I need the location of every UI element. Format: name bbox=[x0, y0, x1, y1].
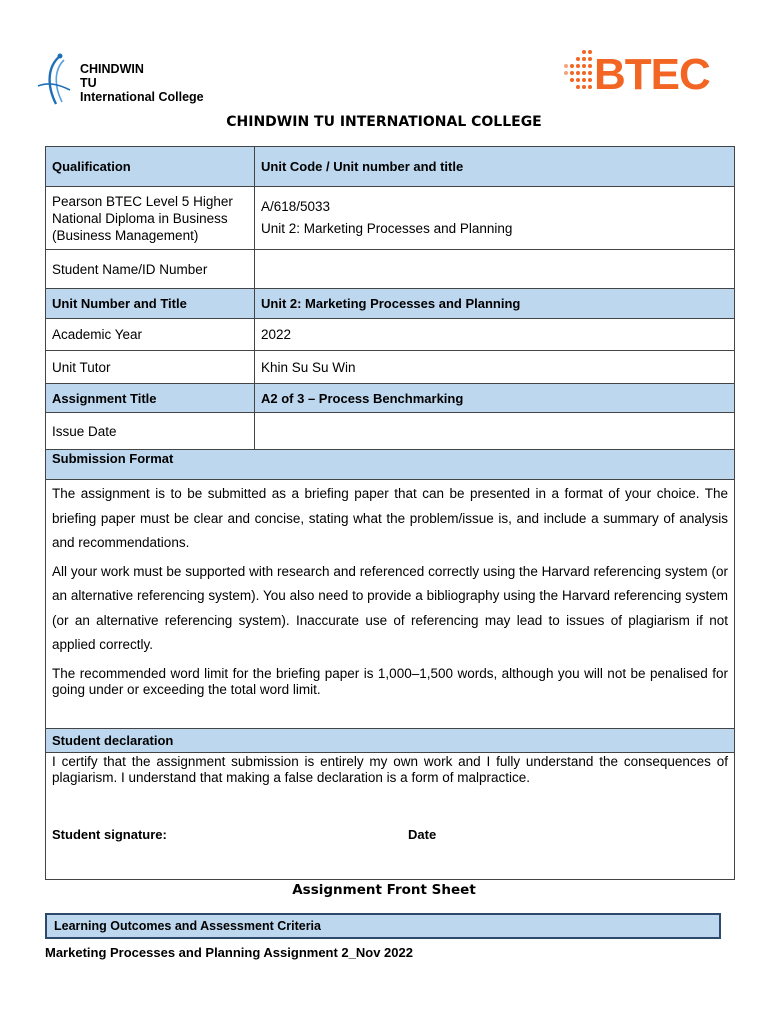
btec-logo bbox=[560, 46, 740, 106]
declaration-label: Student declaration bbox=[46, 729, 735, 753]
table-row bbox=[46, 384, 735, 413]
document-footer: Marketing Processes and Planning Assignment 2_Nov 2022 bbox=[45, 945, 413, 960]
table-row bbox=[46, 480, 735, 729]
issue-date-label: Issue Date bbox=[46, 413, 255, 450]
submission-paragraph-1: The assignment is to be submitted as a briefing paper that can be presented in a format of your choice. The briefing paper must be clear and concise, stating what the problem/issue is, and include a summary of analysis and recommendations. bbox=[52, 486, 728, 550]
table-row bbox=[46, 729, 735, 753]
table-row bbox=[46, 147, 735, 187]
table-row bbox=[46, 753, 735, 880]
college-title: CHINDWIN TU INTERNATIONAL COLLEGE bbox=[226, 114, 542, 130]
submission-paragraph-3: The recommended word limit for the briefing paper is 1,000–1,500 words, although you will not be penalised for going under or exceeding the total word limit. bbox=[52, 665, 728, 697]
logo-line-1: CHINDWIN bbox=[80, 62, 144, 76]
assignment-table bbox=[45, 146, 735, 880]
table-row bbox=[46, 250, 735, 289]
declaration-body bbox=[46, 753, 735, 880]
unit-code-label: Unit Code / Unit number and title bbox=[255, 147, 735, 187]
unit-number-value: Unit 2: Marketing Processes and Planning bbox=[255, 289, 735, 319]
logo-line-2: TU bbox=[80, 76, 97, 90]
btec-wordmark: BTEC bbox=[594, 50, 710, 99]
logo-line-3: International College bbox=[80, 90, 204, 104]
table-row bbox=[46, 319, 735, 351]
table-row bbox=[46, 351, 735, 384]
unit-number-label: Unit Number and Title bbox=[46, 289, 255, 319]
table-row bbox=[46, 187, 735, 250]
college-logo bbox=[36, 52, 216, 114]
submission-format-body bbox=[46, 480, 735, 729]
front-sheet-title: Assignment Front Sheet bbox=[292, 882, 476, 898]
unit-code-value: A/618/5033 bbox=[261, 199, 331, 214]
issue-date-value[interactable] bbox=[255, 413, 735, 450]
date-label: Date bbox=[408, 827, 437, 842]
declaration-text: I certify that the assignment submission is entirely my own work and I fully understand the consequences of plagiarism. I understand that making a false declaration is a form of malpractice. bbox=[52, 754, 728, 785]
student-label: Student Name/ID Number bbox=[46, 250, 255, 289]
unit-title-value: Unit 2: Marketing Processes and Planning bbox=[261, 221, 513, 236]
submission-paragraph-2: All your work must be supported with research and referenced correctly using the Harvard referencing system (or an alternative referencing system). You also need to provide a bibliography using the Harvard referencing system (or an alternative referencing system). Inaccurate use of referencing may lead to issues of plagiarism if not applied correctly. bbox=[52, 563, 728, 652]
submission-format-label: Submission Format bbox=[46, 450, 735, 480]
tutor-label: Unit Tutor bbox=[46, 351, 255, 384]
table-row bbox=[46, 289, 735, 319]
college-emblem-icon bbox=[36, 52, 80, 114]
table-row bbox=[46, 450, 735, 480]
unit-code-cell bbox=[255, 187, 735, 250]
assignment-title-label: Assignment Title bbox=[46, 384, 255, 413]
assignment-title-value: A2 of 3 – Process Benchmarking bbox=[255, 384, 735, 413]
qualification-value: Pearson BTEC Level 5 Higher National Diploma in Business (Business Management) bbox=[46, 187, 255, 250]
btec-dots-icon bbox=[560, 46, 594, 106]
academic-year-label: Academic Year bbox=[46, 319, 255, 351]
academic-year-value: 2022 bbox=[255, 319, 735, 351]
learning-outcomes-header: Learning Outcomes and Assessment Criteria bbox=[45, 913, 721, 939]
student-value[interactable] bbox=[255, 250, 735, 289]
table-row bbox=[46, 413, 735, 450]
qualification-label: Qualification bbox=[46, 147, 255, 187]
tutor-value: Khin Su Su Win bbox=[255, 351, 735, 384]
signature-label: Student signature: bbox=[52, 827, 167, 842]
